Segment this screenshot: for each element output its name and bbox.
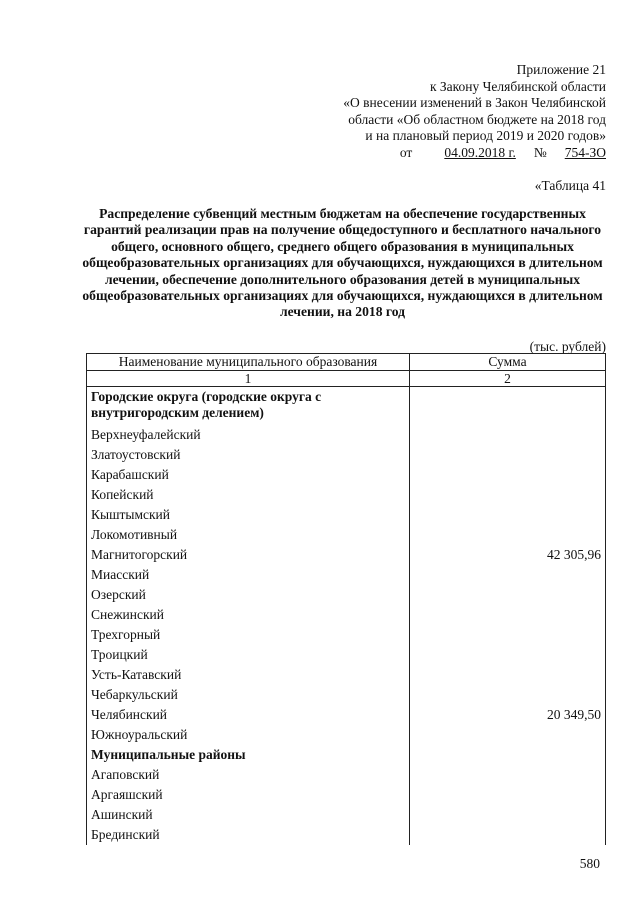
list-item: Озерский <box>91 587 146 602</box>
group-heading-municipal-districts: Муниципальные районы <box>91 747 246 762</box>
document-header <box>276 62 606 161</box>
sum-cell <box>414 485 601 505</box>
sum-cell <box>414 565 601 585</box>
sum-cell-chelyabinsk: 20 349,50 <box>547 707 601 722</box>
header-line-2: к Закону Челябинской области <box>429 78 606 94</box>
header-line-5: и на плановый период 2019 и 2020 годов» <box>365 128 606 143</box>
sum-cell <box>414 525 601 545</box>
table-header-row <box>87 354 606 371</box>
sum-cell <box>414 505 601 525</box>
document-title: Распределение субвенций местным бюджетам на обеспечение государственных гарантий реализации прав на получение общедоступного и бесплатного начального общего, основного общего, среднего общего образования в муниципальных общеобразовательных организациях для обучающихся, нуждающихся в длительном лечении, обеспечение дополнительного образования детей в муниципальных общеобразовательных организациях для обучающихся, нуждающихся в длительном лечении, на 2018 год <box>82 206 603 320</box>
group-heading-city-districts: Городские округа (городские округа с внутригородским делением) <box>91 389 322 420</box>
list-item: Южноуральский <box>91 727 188 742</box>
list-item: Троицкий <box>91 647 148 662</box>
list-item: Магнитогорский <box>91 547 188 562</box>
sums-column <box>410 387 606 846</box>
page-number: 580 <box>579 856 600 871</box>
sum-cell <box>414 425 601 445</box>
col-header-sum: Сумма <box>410 354 606 371</box>
table-body-row <box>87 387 606 846</box>
header-line-3: «О внесении изменений в Закон Челябинской <box>343 95 606 110</box>
col-number-1: 1 <box>87 371 410 387</box>
list-item: Агаповский <box>91 767 160 782</box>
list-item: Локомотивный <box>91 527 178 542</box>
sum-cell <box>414 685 601 705</box>
header-line-4: области «Об областном бюджете на 2018 год <box>348 111 606 127</box>
sum-cell <box>414 625 601 645</box>
sum-cell <box>414 725 601 745</box>
sum-cell <box>414 465 601 485</box>
sum-cell <box>414 665 601 685</box>
list-item: Челябинский <box>91 707 168 722</box>
list-item: Трехгорный <box>91 627 161 642</box>
list-item: Карабашский <box>91 467 169 482</box>
list-item: Снежинский <box>91 607 164 622</box>
sum-cell-magnitogorsk: 42 305,96 <box>547 547 601 562</box>
list-item: Чебаркульский <box>91 687 178 702</box>
law-number: 754-ЗО <box>564 144 606 160</box>
list-item: Аргаяшский <box>91 787 163 802</box>
list-item: Верхнеуфалейский <box>91 427 201 442</box>
subvention-table <box>86 353 606 845</box>
header-date-line <box>276 145 606 162</box>
list-item: Златоустовский <box>91 447 181 462</box>
table-label: «Таблица 41 <box>534 178 606 193</box>
header-line-1: Приложение 21 <box>516 62 606 77</box>
date-prefix: от <box>399 144 413 160</box>
list-item: Брединский <box>91 827 160 842</box>
units-label: (тыс. рублей) <box>529 339 606 354</box>
law-date: 04.09.2018 г. <box>444 144 516 160</box>
sum-cell <box>414 445 601 465</box>
sum-cell <box>414 585 601 605</box>
sum-spacer <box>414 387 601 425</box>
list-item: Миасский <box>91 567 150 582</box>
list-item: Копейский <box>91 487 154 502</box>
names-column <box>87 387 410 846</box>
table-colnum-row <box>87 371 606 387</box>
sum-cell <box>414 645 601 665</box>
number-sign: № <box>533 144 547 160</box>
col-number-2: 2 <box>410 371 606 387</box>
list-item: Ашинский <box>91 807 153 822</box>
col-header-name: Наименование муниципального образования <box>87 354 410 371</box>
list-item: Кыштымский <box>91 507 170 522</box>
list-item: Усть-Катавский <box>91 667 182 682</box>
sum-cell <box>414 605 601 625</box>
